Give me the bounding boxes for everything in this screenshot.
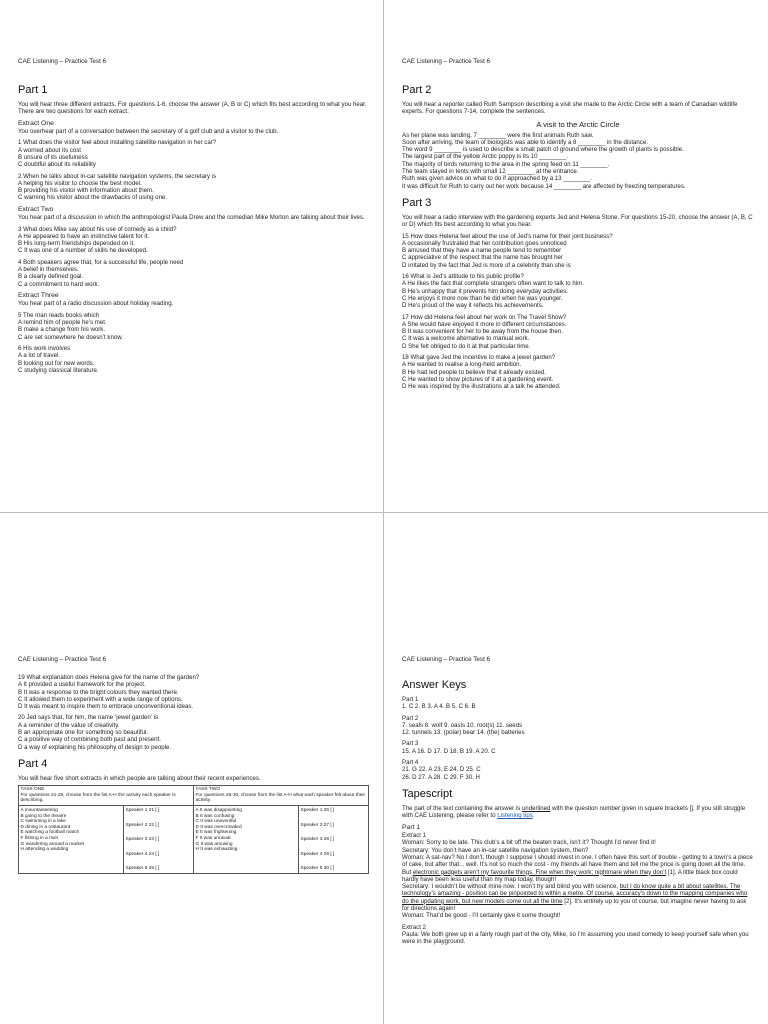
dialogue-text: Secretary: I wouldn’t be without mine now. I won’t try and blind you with science, <box>402 883 620 891</box>
answer-part2-line1: 7. seals 8. wolf 9. oasis 10. root(s) 11. seeds <box>402 721 523 729</box>
task-option: D It was overcrowded <box>195 824 242 830</box>
task-option: H attending a wedding <box>20 847 69 853</box>
option: C a commitment to hard work. <box>18 280 100 288</box>
option: C doubtful about its reliability <box>18 161 96 169</box>
speaker-answer-box[interactable]: Speaker 5 25 [ ] <box>125 866 160 872</box>
extract3-desc: You hear part of a radio discussion about holiday reading. <box>18 300 174 308</box>
option: C a positive way of combining both past and present. <box>18 736 161 744</box>
task-option: A mountaineering <box>20 808 58 814</box>
option: B unsure of its usefulness <box>18 153 88 161</box>
answer-part4-line1: 21. G 22. A 23. E 24. D 25. C <box>402 766 481 774</box>
sentence: It was difficult for Ruth to carry out her work because 14 ________ are affected by freezing temperatures. <box>402 182 686 190</box>
answer-part1: 1. C 2. B 3. A 4. B 5. C 6. B <box>402 703 476 711</box>
sentence: The largest part of the yellow Arctic poppy is its 10 ________. <box>402 153 568 161</box>
dialogue-text: [1]. A little black box could hardly have been less useful than my map today, though! <box>402 868 738 883</box>
option: C appreciative of the respect that the name has brought her <box>402 254 563 262</box>
option: B an appropriate one for something so beautiful. <box>18 729 149 737</box>
speaker-answer-box[interactable]: Speaker 1 21 [ ] <box>125 808 160 814</box>
dialogue-line: Paula: We both grew up in a fairly rough part of the city, Mike, so I’m assuming you used comedy to keep yourself safe when you were in the playground. <box>402 930 749 946</box>
option: B providing his visitor with information about them. <box>18 187 154 195</box>
page-2 <box>384 0 768 512</box>
task-option: G It was amusing <box>195 841 233 847</box>
option: A a lot of travel. <box>18 352 61 360</box>
speaker-answer-box[interactable]: Speaker 4 24 [ ] <box>125 851 160 857</box>
part1-intro: You will hear three different extracts. For questions 1-6, choose the answer (A, B or C) which fits best according to what you hear. There are two questions for each extract. <box>18 101 367 116</box>
task-option: D dining in a restaurant <box>20 824 71 830</box>
question-stem: 6 His work involves <box>18 344 71 352</box>
part1-section <box>18 84 369 374</box>
page3-content <box>18 674 369 874</box>
question-stem: 5 The man reads books which <box>18 311 100 319</box>
page-4 <box>384 512 768 1024</box>
option: B a clearly defined goal. <box>18 273 84 281</box>
option: A belief in themselves. <box>18 266 79 274</box>
option: A worried about its cost <box>18 146 81 154</box>
question-3 <box>18 226 369 255</box>
answer-underlined: but I do know quite a bit about satellites. The technology’s amazing - position can be pinpointed to within a metre. Of course, accuracy’s down to the mapping companies who do the updating work, but new models come out all the time <box>402 883 748 905</box>
extract3-title: Extract Three <box>18 291 59 299</box>
task-one-header <box>19 786 194 806</box>
task-option: C swimming in a lake <box>20 819 66 825</box>
task-option: E It was frightening <box>195 830 237 836</box>
task-option: F It was unusual <box>195 836 231 842</box>
task-two-header <box>194 786 369 806</box>
option: A remind him of people he’s met. <box>18 319 107 327</box>
part4-task-table <box>18 785 369 874</box>
answer-part2-line2: 12. tunnels 13. (polar) bear 14. (the) batteries <box>402 729 525 737</box>
dialogue-line: Woman: That’d be good - I’ll certainly give it some thought! <box>402 912 561 920</box>
answer-underlined: electronic gadgets aren’t my favourite things. Fine when they work; nightmare when they don’t <box>412 868 667 876</box>
part3-intro: You will hear a radio interview with the gardening experts Jed and Helena Stone. For questions 15-20, choose the answer (A, B, C or D) which fits best according to what you hear. <box>402 213 753 229</box>
task-two-speakers <box>299 806 369 874</box>
task-option: E watching a football match <box>20 830 80 836</box>
part3-title: Part 3 <box>402 196 432 209</box>
speaker-answer-box[interactable]: Speaker 1 26 [ ] <box>300 808 335 814</box>
part2-section <box>402 84 754 391</box>
task-one-title: TASK ONE <box>20 787 45 793</box>
dialogue-text: [2]. It’s entirely up to you of course, but imagine never having to ask for directions again! <box>402 897 747 913</box>
option: B make a change from his work. <box>18 326 106 334</box>
question-4 <box>18 259 369 288</box>
task-two-desc: For questions 26-30, choose from the list A-H what each speaker felt about their activity. <box>195 792 366 804</box>
question-stem: 19 What explanation does Helena give for the name of the garden? <box>18 674 200 681</box>
part2-sentences <box>402 132 754 190</box>
option: B His long-term friendships depended on it. <box>18 240 135 248</box>
answer-part3-label: Part 3 <box>402 740 419 748</box>
option: D irritated by the fact that Jed is more of a celebrity than she is <box>402 261 571 269</box>
question-stem: 20 Jed says that, for him, the name ‘jewel garden’ is <box>18 714 159 722</box>
question-1 <box>18 139 369 168</box>
option: C studying classical literature. <box>18 366 99 374</box>
dialogue-line: Secretary: You don’t have an in-car satellite navigation system, then? <box>402 846 589 854</box>
part2-title: Part 2 <box>402 84 432 96</box>
answer-part2-label: Part 2 <box>402 714 419 722</box>
listening-tips-link[interactable]: Listening tips <box>497 812 533 820</box>
tapescript-intro <box>402 805 754 820</box>
page-header: CAE Listening – Practice Test 6 <box>402 656 491 663</box>
option: D He was inspired by the illustrations at a talk he attended. <box>402 383 561 391</box>
intro-text: with the question number given in square brackets []. If you still struggle with CAE Listening, please refer to <box>402 804 746 820</box>
page-header: CAE Listening – Practice Test 6 <box>18 656 107 663</box>
page-header: CAE Listening – Practice Test 6 <box>18 58 107 65</box>
extract1-title: Extract One <box>18 119 54 127</box>
question-15 <box>402 233 754 269</box>
option: A She would have enjoyed it more in different circumstances. <box>402 320 567 328</box>
option: A occasionally frustrated that her contribution goes unnoticed <box>402 239 567 247</box>
option: C It was one of a number of skills he developed. <box>18 247 148 255</box>
answer-part1-label: Part 1 <box>402 696 419 703</box>
question-stem: 15 How does Helena feel about the use of Jed’s name for their joint business? <box>402 232 613 240</box>
sentence: Ruth was given advice on what to do if approached by a 13 ________. <box>402 175 593 183</box>
option: B It was a response to the bright colours they wanted there. <box>18 688 179 696</box>
option: A He wanted to realise a long-held ambition. <box>402 361 522 369</box>
question-18 <box>402 354 754 390</box>
task-one-desc: For questions 21-25, choose from the list A-H the activity each speaker is describing. <box>20 792 176 804</box>
question-stem: 2 When he talks about in-car satellite navigation systems, the secretary is <box>18 172 217 180</box>
sentence: The team stayed in tents with small 12 ________ at the entrance. <box>402 168 579 176</box>
option: B looking out for new words. <box>18 359 95 367</box>
question-stem: 3 What does Mike say about his use of comedy as a child? <box>18 225 177 233</box>
dialogue-line <box>402 854 754 883</box>
question-20 <box>18 714 369 750</box>
speaker-answer-box[interactable]: Speaker 2 22 [ ] <box>125 822 160 828</box>
task-option: F fishing in a river <box>20 836 59 842</box>
tapescript-title: Tapescript <box>402 787 453 800</box>
part4-intro: You will hear five short extracts in which people are talking about their recent experiences. <box>18 774 261 782</box>
task-one-speakers <box>124 806 194 874</box>
speaker-answer-box[interactable]: Speaker 5 30 [ ] <box>300 866 335 872</box>
speaker-answer-box[interactable]: Speaker 4 29 [ ] <box>300 851 335 857</box>
task-option: G wandering around a market <box>20 841 84 847</box>
question-stem: 18 What gave Jed the incentive to make a jewel garden? <box>402 354 556 362</box>
page-header: CAE Listening – Practice Test 6 <box>402 58 491 65</box>
option: D She felt obliged to do it at that particular time. <box>402 342 531 350</box>
question-16 <box>402 273 754 309</box>
option: C warning his visitor about the drawbacks of using one. <box>18 194 168 202</box>
option: C He enjoys it more now than he did when he was younger. <box>402 294 563 302</box>
option: C are set somewhere he doesn’t know. <box>18 333 124 341</box>
option: A He likes the fact that complete strangers often want to talk to him. <box>402 280 584 288</box>
page-3 <box>0 512 384 1024</box>
question-6 <box>18 345 369 374</box>
speaker-answer-box[interactable]: Speaker 3 23 [ ] <box>125 837 160 843</box>
question-stem: 17 How did Helena feel about her work on The Travel Show? <box>402 313 567 321</box>
part1-title: Part 1 <box>18 84 48 96</box>
task-two-options <box>194 806 299 874</box>
option: B He’s unhappy that it prevents him doing everyday activities. <box>402 287 568 295</box>
question-5 <box>18 312 369 341</box>
tapescript-extract2-label: Extract 2 <box>402 923 427 931</box>
task-option: A It was disappointing <box>195 808 242 814</box>
page4-content <box>402 679 754 946</box>
speaker-answer-box[interactable]: Speaker 2 27 [ ] <box>300 822 335 828</box>
part2-heading: A visit to the Arctic Circle <box>536 119 620 129</box>
task-two-title: TASK TWO <box>195 787 221 793</box>
question-stem: 4 Both speakers agree that, for a successful life, people need <box>18 258 184 266</box>
page-1 <box>0 0 384 512</box>
option: A a reminder of the value of creativity. <box>18 721 120 729</box>
question-stem: 1 What does the visitor feel about installing satellite navigation in her car? <box>18 139 217 147</box>
question-stem: 16 What is Jed’s attitude to his public profile? <box>402 273 524 281</box>
question-2 <box>18 173 369 202</box>
answer-part4-label: Part 4 <box>402 759 419 767</box>
question-19 <box>18 674 369 710</box>
intro-text: The part of the text containing the answer is <box>402 804 522 812</box>
task-one-options <box>19 806 124 874</box>
answer-part3: 15. A 16. D 17. D 18. B 19. A 20. C <box>402 747 496 755</box>
sentence: The majority of birds returning to the area in the spring feed on 11 ________. <box>402 160 610 168</box>
option: D a way of explaining his philosophy of design to people. <box>18 743 172 751</box>
dialogue-line: Woman: Sorry to be late. This club’s a bit off the beaten track, isn’t it? Thought I’d never find it! <box>402 839 656 847</box>
tapescript-extract1-label: Extract 1 <box>402 832 427 840</box>
option: C It was a welcome alternative to manual work. <box>402 335 530 343</box>
option: A It provided a useful framework for the project. <box>18 681 146 689</box>
extract1-desc: You overhear part of a conversation between the secretary of a golf club and a visitor to the club. <box>18 128 279 136</box>
extract2-title: Extract Two <box>18 205 54 213</box>
question-17 <box>402 314 754 350</box>
speaker-answer-box[interactable]: Speaker 3 28 [ ] <box>300 837 335 843</box>
task-option: B going to the theatre <box>20 813 67 819</box>
task-option: H It was exhausting <box>195 847 238 853</box>
extract2-desc: You hear part of a discussion in which the anthropologist Paula Drew and the comedian Mike Morton are talking about their lives. <box>18 214 365 222</box>
sentence: Soon after arriving, the team of biologists was able to identify a 8 ________ in the distance. <box>402 138 648 146</box>
tapescript-part1-label: Part 1 <box>402 823 421 831</box>
task-option: C It was uneventful <box>195 819 237 825</box>
option: C It allowed them to experiment with a wide range of options. <box>18 695 183 703</box>
option: B It was convenient for her to be away from the house then. <box>402 328 563 336</box>
intro-underlined: underlined <box>521 804 551 812</box>
option: D He’s proud of the way it reflects his achievements. <box>402 302 544 310</box>
option: D It was meant to inspire them to embrace unconventional ideas. <box>18 703 194 711</box>
option: C He wanted to show pictures of it at a gardening event. <box>402 375 554 383</box>
answer-keys-title: Answer Keys <box>402 679 467 691</box>
option: B He had led people to believe that it already existed. <box>402 368 546 376</box>
dialogue-text: Woman: A sat-nav? No I don’t, though I suppose I should invest in one. I often have this sort of trouble - getting to a town’s a piece of cake, but after that... well. It’s not so much the cost - my friends all have them and tell me the price is going down all the time. But <box>402 853 753 876</box>
sentence: As her plane was landing, 7 ________ were the first animals Ruth saw. <box>402 131 594 139</box>
answer-part4-line2: 26. D 27. A 28. C 29. F 30. H <box>402 773 480 781</box>
dialogue-line <box>402 883 754 912</box>
sentence: The word 9 ________ is used to describe a small patch of ground where the growth of plants is possible. <box>402 146 684 154</box>
task-option: B It was confusing <box>195 813 235 819</box>
intro-text: . <box>532 812 535 820</box>
option: A He appeared to have an instinctive talent for it. <box>18 232 150 240</box>
option: A helping his visitor to choose the best model. <box>18 179 142 187</box>
part4-title: Part 4 <box>18 757 48 770</box>
option: B amused that they have a name people tend to remember <box>402 247 562 255</box>
part2-intro: You will hear a reporter called Ruth Sampson describing a visit she made to the Arctic Circle with a team of Canadian wildlife experts. For questions 7-14, complete the sentences. <box>402 101 738 116</box>
